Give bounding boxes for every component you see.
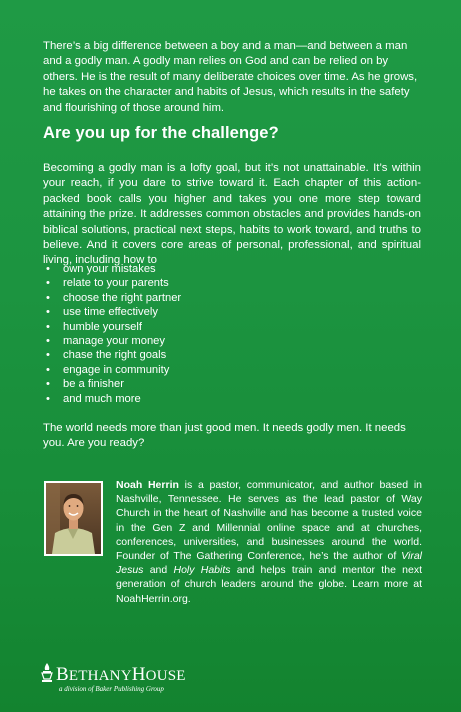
lamp-icon [40, 662, 54, 684]
author-name: Noah Herrin [116, 479, 179, 491]
list-item: • and much more [43, 392, 343, 406]
closing-paragraph: The world needs more than just good men. It needs godly men. It needs you. Are you ready? [43, 422, 406, 450]
topics-list [43, 262, 343, 406]
author-photo [44, 481, 103, 556]
intro-paragraph: There’s a big difference between a boy and a man—and between a man and a godly man. A godly man relies on God and can be relied on by others. He is the result of many deliberate choices over time. As he grows, he takes on the character and habits of Jesus, which results in the safety and flourishing of those around him. [43, 40, 418, 114]
list-item: • choose the right partner [43, 291, 343, 305]
list-item: • relate to your parents [43, 276, 343, 290]
publisher-tagline: a division of Baker Publishing Group [59, 685, 164, 693]
list-item: • manage your money [43, 334, 343, 348]
description-paragraph: Becoming a godly man is a lofty goal, but it’s not unattainable. It’s within your reach, if you dare to strive toward it. Each chapter of this action-packed book calls you higher and takes you one more step toward attaining the prize. It addresses common obstacles and provides hands-on biblical solutions, practical next steps, habits to work toward, and truths to believe. And it covers core areas of personal, professional, and spiritual living, including how to [43, 162, 421, 267]
book-title: Holy Habits [173, 564, 231, 577]
list-item: • use time effectively [43, 305, 343, 319]
publisher-name: BETHANYHOUSE [56, 664, 186, 685]
author-bio-text: and helps train and mentor the next generation of church leaders around the globe. Learn more at NoahHerrin.org. [116, 564, 423, 605]
list-item: • own your mistakes [43, 262, 343, 276]
author-bio-text: is a pastor, communicator, and author based in Nashville, Tennessee. He serves as the lead pastor of Way Church in the heart of Nashville and has become a trusted voice in the Gen Z and Millennial online space and at churches, conferences, universities, and businesses around the world. Founder of The Gathering Conference, he’s the author of [116, 479, 422, 563]
author-portrait-icon [46, 483, 101, 554]
list-item: • engage in community [43, 363, 343, 377]
book-title: Viral Jesus [116, 550, 422, 577]
list-item: • be a finisher [43, 377, 343, 391]
challenge-heading: Are you up for the challenge? [43, 124, 279, 142]
list-item: • humble yourself [43, 320, 343, 334]
list-item: • chase the right goals [43, 348, 343, 362]
author-bio-text: and [143, 564, 174, 577]
publisher-logo [40, 660, 220, 700]
author-bio [116, 478, 422, 606]
